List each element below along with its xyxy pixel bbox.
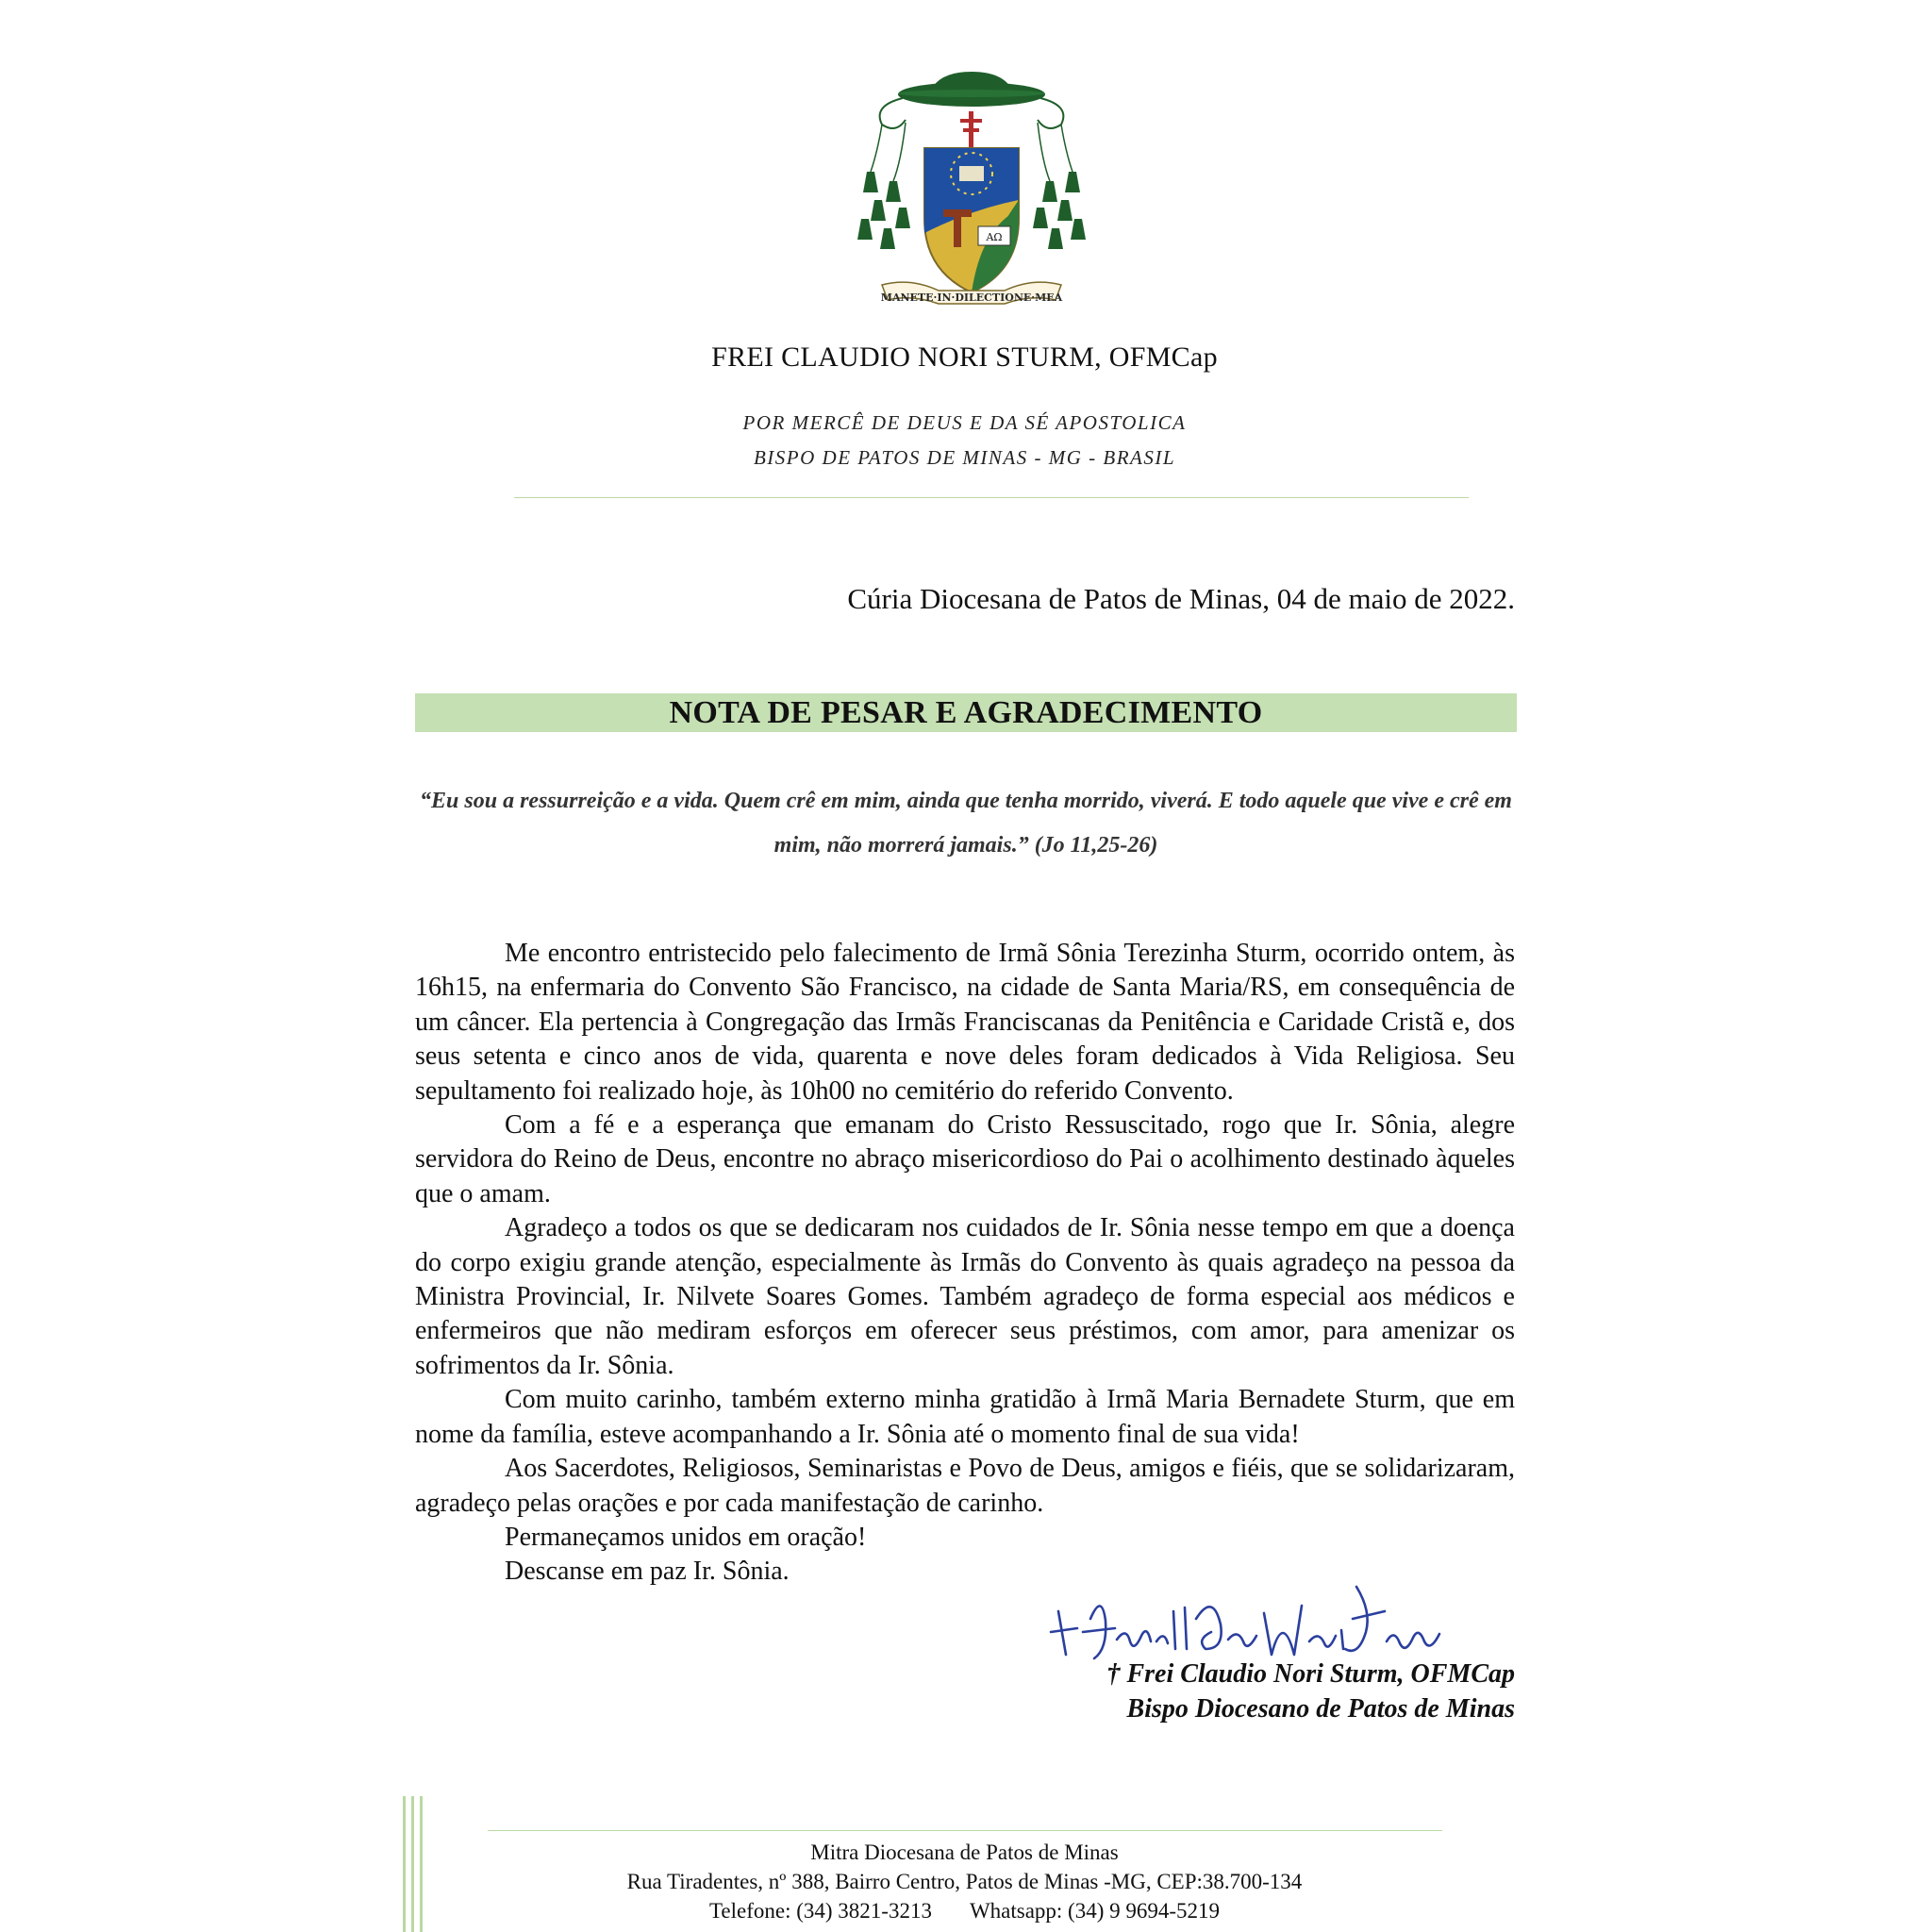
coat-of-arms-icon: [854, 68, 1089, 313]
paragraph: Me encontro entristecido pelo falecimento de Irmã Sônia Terezinha Sturm, ocorrido ontem, às 16h15, na enfermaria do Convento São Francisco, na cidade de Santa Maria/RS, em consequência de um câncer. Ela pertencia à Congregação das Irmãs Franciscanas da Penitência e Caridade Cristã e, dos seus setenta e cinco anos de vida, quarenta e nove deles foram dedicados à Vida Religiosa. Seu sepultamento foi realizado hoje, às 10h00 no cemitério do referido Convento.: [415, 939, 1515, 1106]
bishop-name: FREI CLAUDIO NORI STURM, OFMCap: [711, 341, 1218, 373]
footer-whatsapp: Whatsapp: (34) 9 9694-5219: [969, 1899, 1221, 1923]
svg-text:AΩ: AΩ: [986, 231, 1003, 243]
footer-address: Rua Tiradentes, nº 388, Bairro Centro, Patos de Minas -MG, CEP:38.700-134: [626, 1870, 1303, 1893]
paragraph: Com a fé e a esperança que emanam do Cristo Ressuscitado, rogo que Ir. Sônia, alegre servidora do Reino de Deus, encontre no abraço misericordioso do Pai o acolhimento destinado àqueles que o amam.: [415, 1110, 1515, 1208]
signature-block: [943, 1657, 1515, 1726]
document-title: NOTA DE PESAR E AGRADECIMENTO: [669, 695, 1263, 730]
header-divider: [514, 497, 1469, 498]
svg-text:MANETE·IN·DILECTIONE·MEA: MANETE·IN·DILECTIONE·MEA: [880, 291, 1063, 304]
footer-phone: Telefone: (34) 3821-3213: [708, 1899, 932, 1923]
date-line: Cúria Diocesana de Patos de Minas, 04 de maio de 2022.: [847, 582, 1515, 615]
footer-org: Mitra Diocesana de Patos de Minas: [810, 1840, 1119, 1864]
footer-contacts: [0, 1896, 1929, 1925]
title-line-1: POR MERCÊ DE DEUS E DA SÉ APOSTOLICA: [742, 411, 1187, 434]
epigraph-quote: “Eu sou a ressurreição e a vida. Quem crê em mim, ainda que tenha morrido, viverá. E todo aquele que vive e crê em mim, não morrerá jamais.” (Jo 11,25-26): [420, 789, 1512, 858]
paragraph: Permaneçamos unidos em oração!: [505, 1522, 867, 1552]
title-line-2: BISPO DE PATOS DE MINAS - MG - BRASIL: [753, 446, 1176, 469]
paragraph: Descanse em paz Ir. Sônia.: [505, 1557, 790, 1587]
paragraph: Com muito carinho, também externo minha gratidão à Irmã Maria Bernadete Sturm, que em nome da família, esteve acompanhando a Ir. Sônia até o momento final de sua vida!: [415, 1385, 1515, 1449]
bishop-titles: [0, 406, 1929, 475]
signatory-name: † Frei Claudio Nori Sturm, OFMCap: [1106, 1659, 1515, 1689]
footer: [0, 1838, 1929, 1925]
paragraph: Agradeço a todos os que se dedicaram nos cuidados de Ir. Sônia nesse tempo em que a doença do corpo exigiu grande atenção, especialmente às Irmãs do Convento às quais agradeço na pessoa da Ministra Provincial, Ir. Nilvete Soares Gomes. Também agradeço de forma especial aos médicos e enfermeiros que não mediram esforços em oferecer seus préstimos, com amor, para amenizar os sofrimentos da Ir. Sônia.: [415, 1213, 1515, 1380]
signatory-role: Bispo Diocesano de Patos de Minas: [1126, 1694, 1515, 1724]
paragraph: Aos Sacerdotes, Religiosos, Seminaristas e Povo de Deus, amigos e fiéis, que se solidarizaram, agradeço pelas orações e por cada manifestação de carinho.: [415, 1454, 1515, 1518]
letter-body: [415, 937, 1515, 1590]
footer-divider: [488, 1830, 1442, 1831]
